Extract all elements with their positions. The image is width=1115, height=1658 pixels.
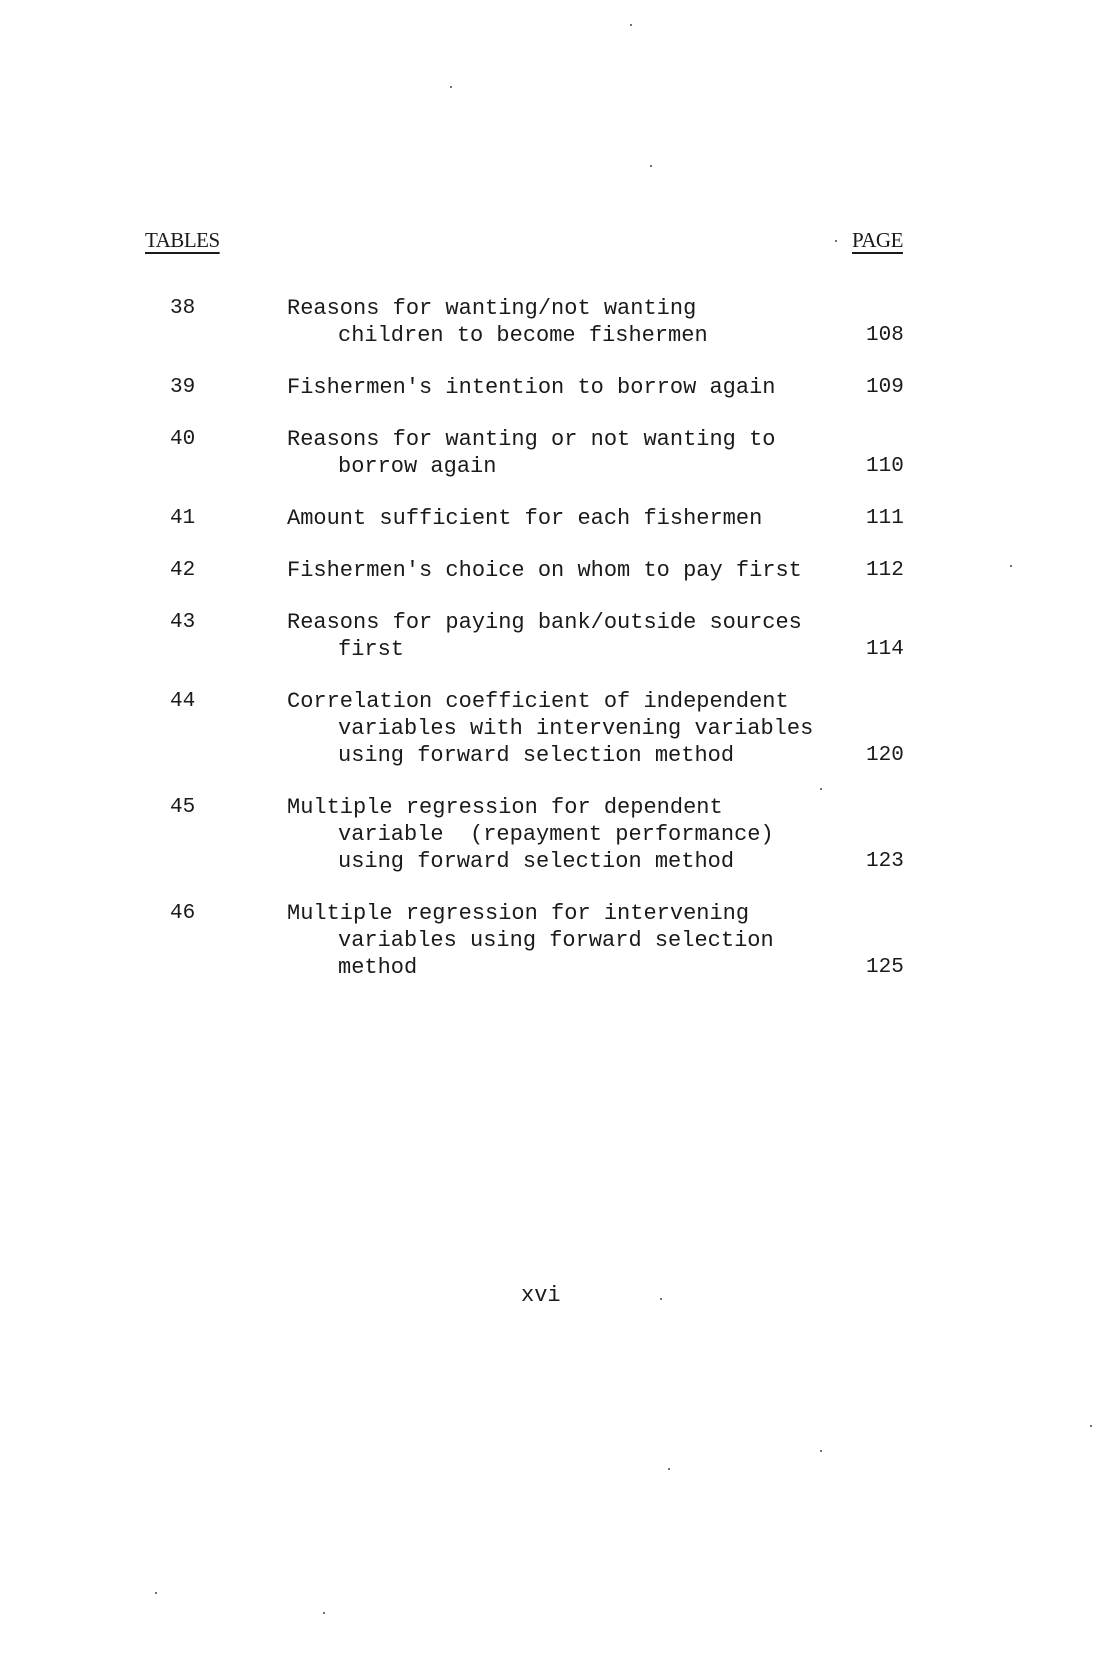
page-number: 112	[866, 559, 904, 582]
title-line: borrow again	[338, 454, 497, 479]
list-item	[0, 794, 1115, 875]
table-title	[287, 505, 1115, 532]
page-number: 108	[866, 324, 904, 347]
title-line: Reasons for wanting or not wanting to	[287, 427, 776, 452]
scan-speck	[650, 165, 652, 167]
page-number: 120	[866, 744, 904, 767]
title-line: Multiple regression for intervening	[287, 901, 750, 926]
title-line: method	[338, 955, 418, 980]
title-line: first	[338, 637, 405, 662]
table-title	[287, 557, 1115, 584]
table-of-tables-list	[0, 295, 1115, 1006]
table-number: 40	[170, 428, 196, 451]
page-number: 109	[866, 376, 904, 399]
list-item	[0, 505, 1115, 532]
title-line: Fishermen's intention to borrow again	[287, 375, 776, 400]
scan-speck	[820, 788, 822, 790]
title-line: using forward selection method	[338, 849, 735, 874]
table-title	[287, 295, 1115, 349]
title-line: using forward selection method	[338, 743, 735, 768]
scan-speck	[660, 1298, 662, 1300]
table-title	[287, 374, 1115, 401]
table-number: 45	[170, 796, 196, 819]
title-line: Amount sufficient for each fishermen	[287, 506, 763, 531]
list-item	[0, 900, 1115, 981]
table-title	[287, 426, 1115, 480]
table-number: 43	[170, 611, 196, 634]
scan-speck	[1090, 1425, 1092, 1427]
tables-column-header: TABLES	[145, 228, 220, 252]
scan-speck	[323, 1612, 325, 1614]
list-item	[0, 295, 1115, 349]
title-line: Reasons for wanting/not wanting	[287, 296, 697, 321]
scan-speck	[155, 1592, 157, 1594]
table-number: 41	[170, 507, 196, 530]
title-line: variable (repayment performance)	[338, 822, 774, 847]
table-number: 42	[170, 559, 196, 582]
list-item	[0, 374, 1115, 401]
page-number: 114	[866, 638, 904, 661]
page-number: 123	[866, 850, 904, 873]
table-title	[287, 609, 1115, 663]
table-number: 38	[170, 297, 196, 320]
title-line: variables with intervening variables	[338, 716, 814, 741]
table-title	[287, 688, 1115, 769]
list-item	[0, 688, 1115, 769]
scan-speck	[835, 240, 837, 242]
table-number: 39	[170, 376, 196, 399]
table-title	[287, 900, 1115, 981]
title-line: Reasons for paying bank/outside sources	[287, 610, 802, 635]
table-number: 44	[170, 690, 196, 713]
table-title	[287, 794, 1115, 875]
table-number: 46	[170, 902, 196, 925]
scan-speck	[450, 86, 452, 88]
list-item	[0, 426, 1115, 480]
page-column-header: PAGE	[852, 228, 903, 252]
scan-speck	[668, 1468, 670, 1470]
scan-speck	[630, 24, 632, 26]
title-line: variables using forward selection	[338, 928, 774, 953]
list-item	[0, 609, 1115, 663]
page-number: 110	[866, 455, 904, 478]
list-item	[0, 557, 1115, 584]
title-line: Fishermen's choice on whom to pay first	[287, 558, 802, 583]
scan-speck	[820, 1450, 822, 1452]
page-number: 111	[866, 507, 904, 530]
title-line: Multiple regression for dependent	[287, 795, 723, 820]
scan-speck	[1010, 565, 1012, 567]
page-number: 125	[866, 956, 904, 979]
title-line: Correlation coefficient of independent	[287, 689, 789, 714]
title-line: children to become fishermen	[338, 323, 708, 348]
page-footer-number: xvi	[521, 1283, 561, 1308]
